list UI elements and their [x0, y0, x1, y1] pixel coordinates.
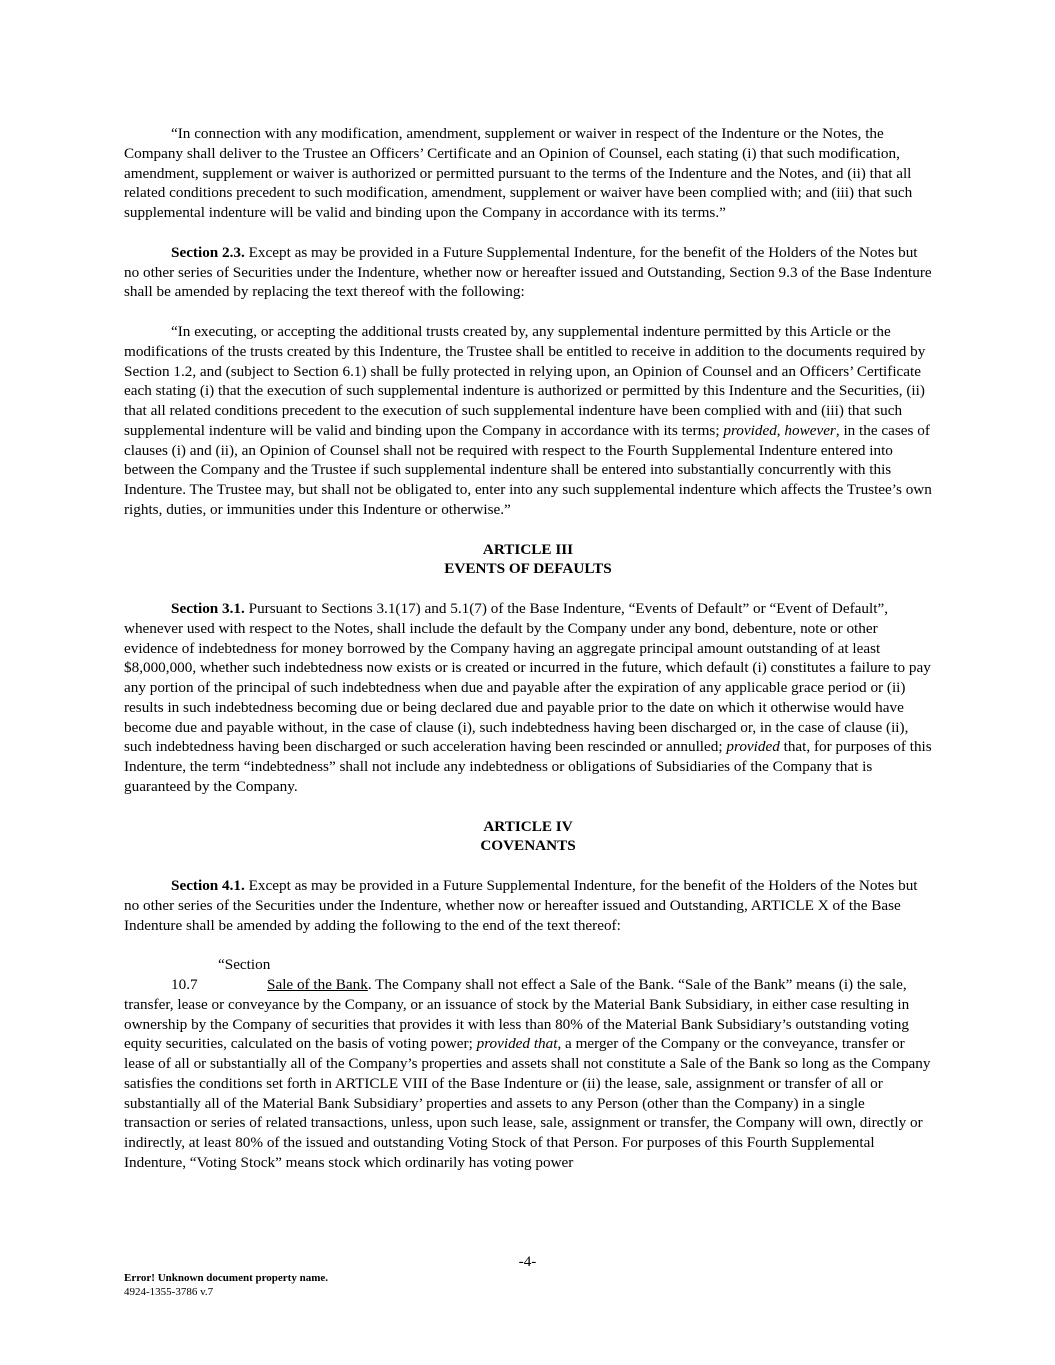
section-title-underlined: Sale of the Bank: [267, 976, 368, 993]
paragraph-section-4-1: [124, 876, 932, 935]
italic-however: however: [784, 421, 836, 439]
paragraph-text: “In executing, or accepting the additional trusts created by, any supplemental indenture permitted by this Article or the modifications of the trusts created by this Indenture, the Trustee shall be entitled to receive in addition to the documents required by Section 1.2, and (subject to Section 6.1) shall be fully protected in relying upon, an Opinion of Counsel and an Officers’ Certificate each stating (i) that the execution of such supplemental indenture is authorized or permitted by this Indenture and the Securities, (ii) that all related conditions precedent to the execution of such supplemental indenture have been complied with and (iii) that such supplemental indenture will be valid and binding upon the Company in accordance with its terms;: [124, 323, 926, 439]
paragraph-text: , in the cases of clauses (i) and (ii), an Opinion of Counsel shall not be required with respect to the Fourth Supplemental Indenture entered into between the Company and the Trustee if such supplemental indenture shall be entered into substantially concurrently with this Indenture. The Trustee may, but shall not be obligated to, enter into any such supplemental indenture which affects the Trustee’s own rights, duties, or immunities under this Indenture or otherwise.”: [124, 421, 932, 518]
section-label: Section 4.1.: [171, 877, 245, 894]
document-footer: [124, 1272, 328, 1299]
paragraph-modification-opinion: [124, 124, 932, 223]
article-number: ARTICLE IV: [483, 817, 573, 835]
footer-doc-id: 4924-1355-3786 v.7: [124, 1285, 214, 1298]
comma: ,: [776, 421, 785, 439]
article-title: EVENTS OF DEFAULTS: [444, 560, 612, 578]
article-number: ARTICLE III: [482, 540, 574, 558]
paragraph-text: , a merger of the Company or the conveyance, transfer or lease of all or substantially all of the Company’s properties and assets shall not constitute a Sale of the Bank so long as the Company satisfies the conditions set forth in ARTICLE VIII of the Base Indenture or (ii) the lease, sale, assignment or transfer of all or substantially all of the Material Bank Subsidiary’ properties and assets to any Person (other than the Company) in a single transaction or series of related transactions, unless, upon such lease, sale, assignment or transfer, the Company will own, directly or indirectly, at least 80% of the issued and outstanding Voting Stock of that Person. For purposes of this Fourth Supplemental Indenture, “Voting Stock” means stock which ordinarily has voting power: [124, 1035, 931, 1171]
paragraph-text: that, for purposes of this Indenture, the term “indebtedness” shall not include any indebtedness or obligations of Subsidiaries of the Company that is guaranteed by the Company.: [124, 738, 932, 795]
paragraph-text: “In connection with any modification, amendment, supplement or waiver in respect of the Indenture or the Notes, the Company shall deliver to the Trustee an Officers’ Certificate and an Opinion of Counsel, each stating (i) that such modification, amendment, supplement or waiver is authorized or permitted pursuant to the terms of the Indenture and the Notes, and (ii) that all related conditions precedent to such modification, amendment, supplement or waiver have been complied with; and (iii) that such supplemental indenture will be valid and binding upon the Company in accordance with its terms.”: [124, 125, 913, 221]
section-label: Section 3.1.: [171, 600, 245, 617]
paragraph-text: Except as may be provided in a Future Supplemental Indenture, for the benefit of the Holders of the Notes but no other series of the Securities under the Indenture, whether now or hereafter issued and Outstanding, ARTICLE X of the Base Indenture shall be amended by adding the following to the end of the text thereof:: [124, 877, 918, 934]
italic-provided: provided: [723, 421, 777, 439]
paragraph-section-10-7: [124, 955, 932, 1172]
paragraph-executing-trusts: [124, 322, 932, 520]
page-number: -4-: [518, 1253, 537, 1270]
paragraph-text: . The Company shall not effect a Sale of the Bank. “Sale of the Bank” means (i) the sale, transfer, lease or conveyance by the Company, or an issuance of stock by the Material Bank Subsidiary, in either case resulting in ownership by the Company of securities that provides it with less than 80% of the Material Bank Subsidiary’s outstanding voting equity securities, calculated on the basis of voting power;: [124, 976, 910, 1053]
italic-provided: provided: [726, 738, 780, 756]
document-body: [124, 124, 932, 1173]
section-label: Section 2.3.: [171, 243, 245, 261]
article-4-heading: [124, 817, 932, 857]
paragraph-section-2-3: [124, 243, 932, 302]
paragraph-text: Pursuant to Sections 3.1(17) and 5.1(7) of the Base Indenture, “Events of Default” or “Event of Default”, whenever used with respect to the Notes, shall include the default by the Company under any bond, debenture, note or other evidence of indebtedness for money borrowed by the Company having an aggregate principal amount outstanding of at least $8,000,000, whether such indebtedness now exists or is created or incurred in the future, which default (i) constitutes a failure to pay any portion of the principal of such indebtedness when due and payable after the expiration of any applicable grace period or (ii) results in such indebtedness becoming due or being declared due and payable prior to the date on which it otherwise would have become due and payable without, in the case of clause (i), such indebtedness having been discharged or, in the case of clause (ii), such indebtedness having been discharged or such acceleration having been rescinded or annulled;: [124, 600, 931, 756]
section-number: “Section 10.7: [171, 956, 271, 993]
paragraph-text: Except as may be provided in a Future Supplemental Indenture, for the benefit of the Holders of the Notes but no other series of Securities under the Indenture, whether now or hereafter issued and Outstanding, Section 9.3 of the Base Indenture shall be amended by replacing the text thereof with the following:: [124, 243, 932, 301]
article-3-heading: [124, 540, 932, 580]
paragraph-section-3-1: [124, 599, 932, 797]
article-title: COVENANTS: [480, 837, 576, 855]
footer-error-line: Error! Unknown document property name.: [124, 1272, 329, 1284]
italic-provided-that: provided that: [476, 1035, 558, 1053]
